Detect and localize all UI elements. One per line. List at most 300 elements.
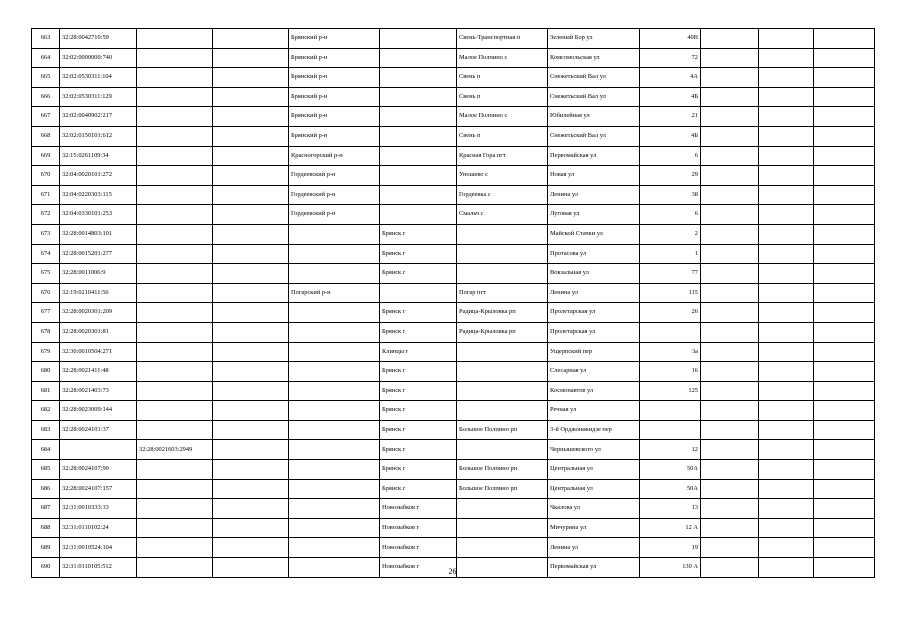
cell-num: 683: [32, 420, 60, 440]
cell-cad: 32:28:0020301:81: [60, 322, 137, 342]
cell-settlement: Погар пгт: [457, 283, 548, 303]
cell-empty: [701, 440, 759, 460]
cell-cad: 32:28:0042710:59: [60, 29, 137, 49]
cell-street: Речная ул: [548, 401, 640, 421]
cell-empty: [759, 126, 814, 146]
cell-empty: [759, 29, 814, 49]
cell-street: Луговая ул: [548, 205, 640, 225]
table-row: [32, 381, 875, 401]
cell-cad: 32:28:0024107:157: [60, 479, 137, 499]
cell-num: 678: [32, 322, 60, 342]
cell-city: Новозыбков г: [380, 538, 457, 558]
table-row: [32, 205, 875, 225]
cell-district: [289, 479, 380, 499]
cell-cad: 32:04:0020101:272: [60, 166, 137, 186]
cell-empty: [701, 185, 759, 205]
cell-cad2: [137, 68, 213, 88]
cell-empty: [701, 538, 759, 558]
cell-empty: [759, 460, 814, 480]
table-row: [32, 479, 875, 499]
cell-empty: [701, 499, 759, 519]
cell-street: 3-й Орджоникидзе пер: [548, 420, 640, 440]
cell-street: Вокзальная ул: [548, 264, 640, 284]
cell-cad2: [137, 87, 213, 107]
cell-settlement: Свень п: [457, 126, 548, 146]
cell-empty: [759, 362, 814, 382]
cell-empty: [814, 342, 875, 362]
cell-empty: [814, 479, 875, 499]
cell-cad2: [137, 381, 213, 401]
cell-cad: 32:02:0040902:217: [60, 107, 137, 127]
cell-empty: [701, 87, 759, 107]
cell-empty: [759, 401, 814, 421]
table-row: [32, 518, 875, 538]
cell-house: 3а: [640, 342, 701, 362]
cell-empty: [814, 264, 875, 284]
table-row: [32, 87, 875, 107]
table-row: [32, 420, 875, 440]
cell-house: 4Б: [640, 87, 701, 107]
cell-empty: [701, 146, 759, 166]
cell-settlement: Радица-Крыловка рп: [457, 303, 548, 323]
cell-district: [289, 518, 380, 538]
cell-c3: [213, 322, 289, 342]
cell-empty: [701, 479, 759, 499]
cell-cad2: [137, 224, 213, 244]
cell-cad: 32:28:0024101:37: [60, 420, 137, 440]
cell-city: Брянск г: [380, 264, 457, 284]
cell-city: Брянск г: [380, 303, 457, 323]
table-row: [32, 68, 875, 88]
cell-cad2: [137, 166, 213, 186]
table-row: [32, 342, 875, 362]
cell-empty: [814, 362, 875, 382]
table-row: [32, 322, 875, 342]
cell-empty: [814, 107, 875, 127]
cell-cad: 32:28:0021403:73: [60, 381, 137, 401]
cell-house: [640, 420, 701, 440]
cell-house: 6: [640, 205, 701, 225]
cell-street: Ленина ул: [548, 185, 640, 205]
cell-c3: [213, 87, 289, 107]
cell-settlement: [457, 518, 548, 538]
cell-house: 1: [640, 244, 701, 264]
cell-district: Гордеевский р-н: [289, 185, 380, 205]
cell-empty: [701, 205, 759, 225]
cell-empty: [814, 518, 875, 538]
cell-empty: [701, 362, 759, 382]
cell-settlement: Уношево с: [457, 166, 548, 186]
cell-street: Пролетарская ул: [548, 322, 640, 342]
cell-c3: [213, 283, 289, 303]
cell-c3: [213, 126, 289, 146]
cell-district: [289, 499, 380, 519]
cell-street: Чернышевского ул: [548, 440, 640, 460]
table-row: [32, 362, 875, 382]
cell-empty: [814, 499, 875, 519]
cell-settlement: Красная Гора пгт: [457, 146, 548, 166]
cell-city: [380, 87, 457, 107]
cell-c3: [213, 342, 289, 362]
cell-cad2: [137, 244, 213, 264]
cell-c3: [213, 401, 289, 421]
cell-empty: [759, 440, 814, 460]
cell-c3: [213, 420, 289, 440]
cell-city: Брянск г: [380, 420, 457, 440]
cell-cad2: [137, 146, 213, 166]
cell-num: 682: [32, 401, 60, 421]
cell-street: Космонавтов ул: [548, 381, 640, 401]
table-row: [32, 185, 875, 205]
cell-num: 670: [32, 166, 60, 186]
cell-settlement: Радица-Крыловка рп: [457, 322, 548, 342]
cell-c3: [213, 499, 289, 519]
cell-empty: [759, 518, 814, 538]
cell-city: [380, 29, 457, 49]
cell-street: Ущерпский пер: [548, 342, 640, 362]
cell-house: 38: [640, 185, 701, 205]
cell-cad: 32:31:0010333:33: [60, 499, 137, 519]
cell-street: Снежетьский Вал ул: [548, 68, 640, 88]
cell-num: 680: [32, 362, 60, 382]
cell-cad: 32:15:0261109:34: [60, 146, 137, 166]
cell-street: Мичурина ул: [548, 518, 640, 538]
cell-num: 673: [32, 224, 60, 244]
cell-num: 687: [32, 499, 60, 519]
cell-empty: [701, 126, 759, 146]
cell-empty: [701, 303, 759, 323]
cell-c3: [213, 460, 289, 480]
cell-settlement: Малое Полпино с: [457, 48, 548, 68]
cell-empty: [759, 322, 814, 342]
cell-settlement: Гордеевка с: [457, 185, 548, 205]
cell-cad: 32:04:0330101:253: [60, 205, 137, 225]
cell-empty: [701, 224, 759, 244]
cell-district: [289, 440, 380, 460]
cell-empty: [814, 205, 875, 225]
cell-cad2: [137, 518, 213, 538]
cell-empty: [814, 401, 875, 421]
cell-city: [380, 166, 457, 186]
cell-district: [289, 224, 380, 244]
cell-settlement: [457, 224, 548, 244]
cell-district: [289, 381, 380, 401]
cell-c3: [213, 29, 289, 49]
cell-empty: [759, 205, 814, 225]
cell-city: [380, 146, 457, 166]
cell-cad2: [137, 420, 213, 440]
cell-house: 21: [640, 107, 701, 127]
cell-house: 130 А: [640, 558, 701, 578]
cell-empty: [759, 479, 814, 499]
cell-city: Брянск г: [380, 440, 457, 460]
cell-settlement: Большое Полпино рп: [457, 420, 548, 440]
table-row: [32, 126, 875, 146]
cell-house: 26: [640, 303, 701, 323]
cell-empty: [814, 146, 875, 166]
cell-empty: [814, 87, 875, 107]
cell-settlement: [457, 244, 548, 264]
page-number: 26: [448, 567, 457, 576]
table-row: [32, 538, 875, 558]
cell-street: Центральная ул: [548, 479, 640, 499]
cell-district: Погарский р-н: [289, 283, 380, 303]
cell-house: 12 А: [640, 518, 701, 538]
cell-empty: [814, 244, 875, 264]
cell-district: Красногорский р-н: [289, 146, 380, 166]
cell-empty: [701, 342, 759, 362]
cell-empty: [814, 538, 875, 558]
cell-c3: [213, 362, 289, 382]
cell-empty: [759, 499, 814, 519]
cell-num: 686: [32, 479, 60, 499]
cell-num: 679: [32, 342, 60, 362]
cell-cad2: [137, 362, 213, 382]
cell-num: 671: [32, 185, 60, 205]
cell-empty: [759, 48, 814, 68]
cell-cad: 32:04:0220303:115: [60, 185, 137, 205]
cell-empty: [701, 68, 759, 88]
cell-settlement: Малое Полпино с: [457, 107, 548, 127]
cell-house: 13: [640, 499, 701, 519]
cell-house: 2: [640, 224, 701, 244]
cell-district: Брянский р-н: [289, 126, 380, 146]
cell-district: [289, 362, 380, 382]
cell-empty: [814, 126, 875, 146]
cell-city: Брянск г: [380, 224, 457, 244]
cell-city: Брянск г: [380, 479, 457, 499]
cell-num: 684: [32, 440, 60, 460]
cell-empty: [701, 264, 759, 284]
table-row: [32, 440, 875, 460]
cell-cad2: [137, 185, 213, 205]
cell-num: 685: [32, 460, 60, 480]
cell-cad: 32:28:0015201:277: [60, 244, 137, 264]
cell-street: Ленина ул: [548, 283, 640, 303]
table-row: [32, 244, 875, 264]
cell-cad: 32:02:0530311:104: [60, 68, 137, 88]
cell-cad: 32:28:0024107:99: [60, 460, 137, 480]
cell-empty: [814, 381, 875, 401]
cell-empty: [701, 420, 759, 440]
cell-city: [380, 205, 457, 225]
table-row: [32, 166, 875, 186]
cell-cad2: [137, 205, 213, 225]
cell-house: 4А: [640, 68, 701, 88]
cell-cad: 32:31:0010524:104: [60, 538, 137, 558]
cell-district: Брянский р-н: [289, 48, 380, 68]
table-row: [32, 283, 875, 303]
cell-house: 16: [640, 362, 701, 382]
cell-empty: [759, 264, 814, 284]
cell-cad2: [137, 48, 213, 68]
cell-cad2: [137, 303, 213, 323]
cell-settlement: Большое Полпино рп: [457, 479, 548, 499]
cell-empty: [814, 224, 875, 244]
cell-settlement: Свень п: [457, 68, 548, 88]
cell-street: Зеленый Бор ул: [548, 29, 640, 49]
cell-settlement: [457, 362, 548, 382]
cell-house: 125: [640, 381, 701, 401]
cell-empty: [759, 420, 814, 440]
cell-district: Гордеевский р-н: [289, 205, 380, 225]
cell-c3: [213, 518, 289, 538]
cell-empty: [759, 244, 814, 264]
cell-city: [380, 185, 457, 205]
cell-num: 675: [32, 264, 60, 284]
cell-empty: [701, 460, 759, 480]
cell-street: Юбилейная ул: [548, 107, 640, 127]
cell-empty: [814, 322, 875, 342]
cell-house: 6: [640, 146, 701, 166]
cell-city: Новозыбков г: [380, 499, 457, 519]
cell-house: 4Б: [640, 126, 701, 146]
cell-house: 29: [640, 166, 701, 186]
cell-cad: 32:31:0110105:512: [60, 558, 137, 578]
cell-district: [289, 322, 380, 342]
cell-empty: [701, 244, 759, 264]
cell-cad: 32:19:0210411:56: [60, 283, 137, 303]
cell-c3: [213, 185, 289, 205]
cell-city: Брянск г: [380, 244, 457, 264]
cell-empty: [759, 283, 814, 303]
cell-settlement: Смальч с: [457, 205, 548, 225]
table-row: [32, 146, 875, 166]
cell-district: [289, 538, 380, 558]
cell-district: [289, 244, 380, 264]
cell-empty: [701, 107, 759, 127]
cell-district: Гордеевский р-н: [289, 166, 380, 186]
cell-street: Первомайская ул: [548, 146, 640, 166]
cell-empty: [701, 283, 759, 303]
cell-settlement: [457, 538, 548, 558]
cell-district: [289, 264, 380, 284]
cell-cad2: [137, 479, 213, 499]
cell-street: Протасова ул: [548, 244, 640, 264]
cell-c3: [213, 224, 289, 244]
cell-city: Клинцы г: [380, 342, 457, 362]
registry-table: [31, 28, 875, 578]
cell-house: 115: [640, 283, 701, 303]
cell-empty: [814, 48, 875, 68]
cell-city: Новозыбков г: [380, 558, 457, 578]
cell-settlement: Свень-Транспортная п: [457, 29, 548, 49]
cell-city: Брянск г: [380, 401, 457, 421]
cell-city: Брянск г: [380, 381, 457, 401]
cell-settlement: [457, 499, 548, 519]
cell-num: 689: [32, 538, 60, 558]
cell-cad: 32:28:0021411:48: [60, 362, 137, 382]
cell-street: Комсомольская ул: [548, 48, 640, 68]
cell-empty: [759, 185, 814, 205]
cell-city: Брянск г: [380, 322, 457, 342]
cell-street: Слесарная ул: [548, 362, 640, 382]
cell-house: 50А: [640, 460, 701, 480]
cell-num: 688: [32, 518, 60, 538]
cell-house: 12: [640, 440, 701, 460]
cell-num: 690: [32, 558, 60, 578]
cell-num: 668: [32, 126, 60, 146]
cell-empty: [759, 381, 814, 401]
cell-city: [380, 283, 457, 303]
cell-street: Пролетарская ул: [548, 303, 640, 323]
table-row: [32, 107, 875, 127]
cell-cad2: [137, 499, 213, 519]
cell-district: Брянский р-н: [289, 29, 380, 49]
cell-cad2: [137, 401, 213, 421]
table-row: [32, 48, 875, 68]
cell-c3: [213, 244, 289, 264]
cell-street: Снежетьский Вал ул: [548, 126, 640, 146]
cell-num: 672: [32, 205, 60, 225]
cell-house: 19: [640, 538, 701, 558]
cell-cad: 32:28:0020301:209: [60, 303, 137, 323]
cell-num: 664: [32, 48, 60, 68]
cell-c3: [213, 107, 289, 127]
cell-empty: [759, 107, 814, 127]
cell-num: 681: [32, 381, 60, 401]
table-row: [32, 29, 875, 49]
cell-empty: [759, 224, 814, 244]
cell-district: [289, 342, 380, 362]
cell-house: 50А: [640, 479, 701, 499]
cell-district: Брянский р-н: [289, 107, 380, 127]
table-row: [32, 460, 875, 480]
table-row: [32, 224, 875, 244]
cell-num: 663: [32, 29, 60, 49]
cell-c3: [213, 205, 289, 225]
cell-cad: 32:31:0110102:24: [60, 518, 137, 538]
cell-cad2: [137, 126, 213, 146]
cell-empty: [814, 68, 875, 88]
cell-empty: [701, 48, 759, 68]
cell-cad2: [137, 322, 213, 342]
cell-settlement: [457, 264, 548, 284]
cell-cad: 32:02:0530311:129: [60, 87, 137, 107]
cell-c3: [213, 48, 289, 68]
cell-street: Центральная ул: [548, 460, 640, 480]
cell-district: [289, 401, 380, 421]
cell-settlement: Большое Полпино рп: [457, 460, 548, 480]
cell-city: Брянск г: [380, 460, 457, 480]
cell-empty: [814, 185, 875, 205]
cell-cad2: [137, 460, 213, 480]
cell-empty: [814, 303, 875, 323]
cell-cad: [60, 440, 137, 460]
cell-settlement: [457, 381, 548, 401]
cell-empty: [814, 420, 875, 440]
cell-district: Брянский р-н: [289, 87, 380, 107]
cell-empty: [814, 460, 875, 480]
cell-num: 667: [32, 107, 60, 127]
cell-city: [380, 68, 457, 88]
cell-street: Снежетьский Вал ул: [548, 87, 640, 107]
cell-empty: [759, 68, 814, 88]
cell-cad2: [137, 29, 213, 49]
table-row: [32, 303, 875, 323]
cell-street: Первомайская ул: [548, 558, 640, 578]
cell-c3: [213, 264, 289, 284]
cell-house: 40В: [640, 29, 701, 49]
cell-num: 665: [32, 68, 60, 88]
table-row: [32, 264, 875, 284]
cell-c3: [213, 146, 289, 166]
cell-city: Новозыбков г: [380, 518, 457, 538]
cell-cad: 32:02:0000000:740: [60, 48, 137, 68]
cell-empty: [701, 381, 759, 401]
cell-cad2: [137, 538, 213, 558]
cell-house: [640, 322, 701, 342]
